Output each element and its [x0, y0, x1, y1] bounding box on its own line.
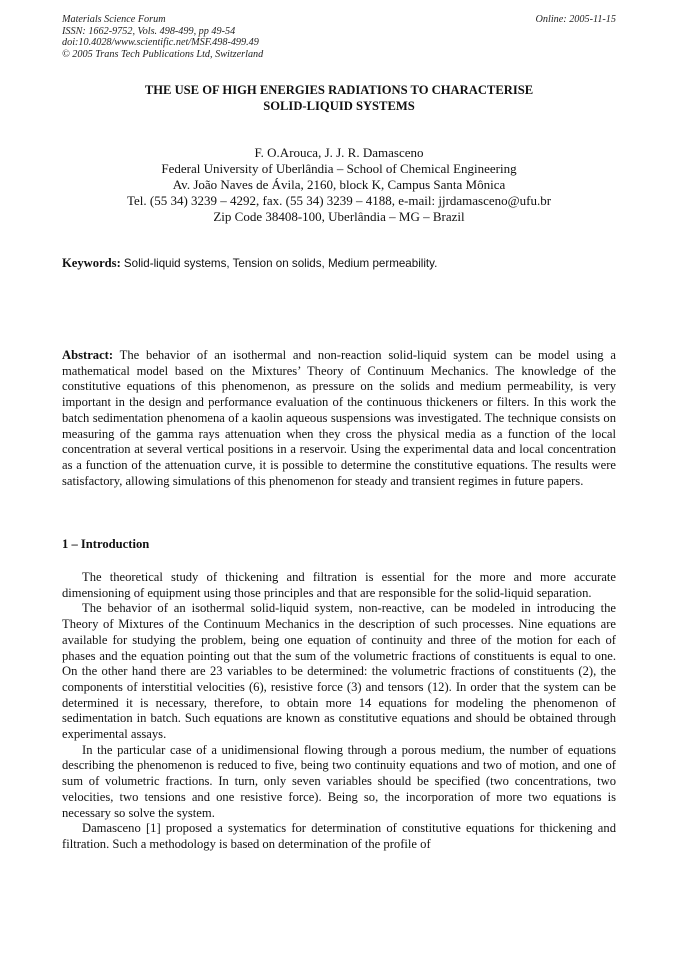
author-names: F. O.Arouca, J. J. R. Damasceno — [254, 145, 424, 160]
issn-line: ISSN: 1662-9752, Vols. 498-499, pp 49-54 — [62, 25, 236, 37]
keywords — [62, 255, 616, 272]
journal-name: Materials Science Forum — [62, 14, 166, 25]
online-date: Online: 2005-11-15 — [535, 14, 616, 25]
intro-paragraph-1: The theoretical study of thickening and filtration is essential for the more and more accurate dimensioning of equipment using those principles and that are responsible for the solid-liquid separation. — [62, 570, 616, 600]
author-block — [62, 145, 616, 225]
abstract-label: Abstract: — [62, 348, 114, 362]
section-heading: 1 – Introduction — [62, 537, 150, 551]
intro-paragraph-3: In the particular case of a unidimensional flowing through a porous medium, the number of equations describing the phenomenon is reduced to five, being two continuity equations and two of motion, and one of sum of volumetric fractions. In turn, only seven variables should be specified (two concentrations, two velocities, two tensions and one resistive force). Being so, the incorporation of more two equations is necessary so solve the system. — [62, 742, 616, 820]
author-contact: Tel. (55 34) 3239 – 4292, fax. (55 34) 3239 – 4188, e-mail: jjrdamasceno@ufu.br — [126, 193, 552, 208]
journal-header — [62, 14, 616, 60]
introduction — [62, 570, 616, 853]
author-affiliation: Federal University of Uberlândia – School of Chemical Engineering — [161, 161, 517, 176]
paper-title — [62, 82, 616, 114]
title-line-1: THE USE OF HIGH ENERGIES RADIATIONS TO CHARACTERISE — [144, 83, 534, 97]
author-zip: Zip Code 38408-100, Uberlândia – MG – Brazil — [213, 209, 465, 224]
keywords-label: Keywords: — [62, 256, 121, 270]
title-line-2: SOLID-LIQUID SYSTEMS — [263, 99, 415, 113]
keywords-text: Solid-liquid systems, Tension on solids, Medium permeability. — [123, 257, 438, 270]
doi-line: doi:10.4028/www.scientific.net/MSF.498-499.49 — [62, 37, 259, 49]
copyright-line: © 2005 Trans Tech Publications Ltd, Switzerland — [62, 48, 264, 60]
author-address: Av. João Naves de Ávila, 2160, block K, Campus Santa Mônica — [172, 177, 506, 192]
abstract — [62, 348, 616, 489]
intro-paragraph-2: The behavior of an isothermal solid-liquid system, non-reactive, can be modeled in introducing the Theory of Mixtures of the Continuum Mechanics in the description of such processes. Nine equations are available for studying the problem, being one equation of continuity and three of the motion for each of phases and the equation pointing out that the sum of the volumetric fractions of constituents is equal to one. On the other hand there are 23 variables to be determined: the volumetric fractions of constituents (2), the components of interstitial velocities (6), resistive force (3) and tensors (12). In order that the system can be determined it is necessary, therefore, to obtain more 14 equations for modeling the phenomenon of sedimentation in batch. Such equations are known as constitutive equations and should be obtained through experimental assays. — [62, 601, 616, 742]
intro-paragraph-4: Damasceno [1] proposed a systematics for determination of constitutive equations for thickening and filtration. Such a methodology is based on determination of the profile of — [62, 821, 616, 851]
abstract-text: The behavior of an isothermal and non-reaction solid-liquid system can be model using a mathematical model based on the Mixtures’ Theory of Continuum Mechanics. The knowledge of the constitutive equations of this phenomenon, as pressure on the solids and medium permeability, is very important in the design and performance evaluation of the continuous thickeners or filters. In this work the batch sedimentation phenomena of a kaolin aqueous suspensions was investigated. The technique consists on measuring of the gamma rays attenuation when they cross the physical media as a function of the local concentration at several vertical positions in a reservoir. Using the experimental data and local concentration as a function of the attenuation curve, it is possible to determine the constitutive equations. The results were satisfactory, allowing simulations of this phenomenon for steady and transient regimes in future papers. — [62, 348, 616, 488]
